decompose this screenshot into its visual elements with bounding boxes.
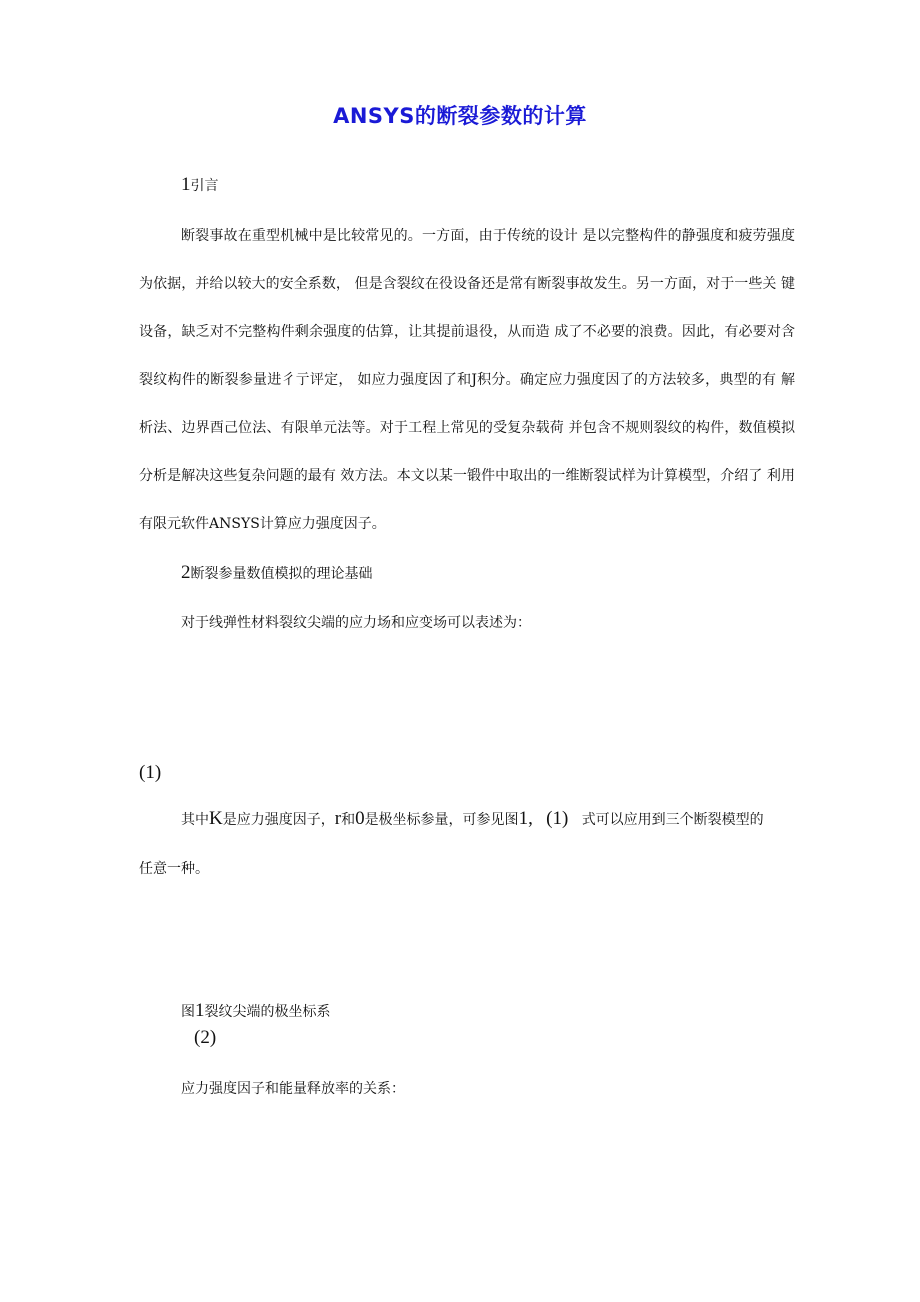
where-part5: 式可以应用到三个断裂模型的 [581,812,764,828]
equation-ref: (1) [546,808,569,829]
symbol-k: K [209,808,223,829]
document-title: ANSYS的断裂参数的计算 [333,104,587,128]
energy-release-text: 应力强度因子和能量释放率的关系： [181,1081,405,1097]
figure-1-text: 裂纹尖端的极坐标系 [204,1004,331,1020]
equation-2-label: (2) [194,1027,217,1048]
intro-paragraph: 断裂事故在重型机械中是比较常见的。一方面，由于传统的设计 是以完整构件的静强度和疲劳强度为依据，并给以较大的安全系数， 但是含裂纹在役设备还是常有断裂事故发生。另一方面，对于一些关 键设备，缺乏对不完整构件剩余强度的估算，让其提前退役，从而造 成了不必要的浪费。因此，有必要对含裂纹构件的断裂参量进彳亍评定， 如应力强度因了和J积分。确定应力强度因了的方法较多，典型的有 解析法、边界酉己位法、有限单元法等。对于工程上常见的受复杂载荷 并包含不规则裂纹的构件，数值模拟分析是解决这些复杂问题的最有 效方法。本文以某一锻件中取出的一维断裂试样为计算模型，介绍了 利用有限元软件ANSYS计算应力强度因子。 [139,228,795,532]
section-1-label: 引言 [190,178,219,194]
where-text-continued: 任意一种。 [139,861,209,877]
symbol-r: r [334,808,342,829]
equation-1-label: (1) [139,762,162,783]
figure-1-number: 1 [195,1000,205,1021]
section-1-heading [181,174,219,196]
symbol-theta: 0 [355,808,365,829]
where-text [181,808,764,830]
section-2-label: 断裂参量数值模拟的理论基础 [190,566,373,582]
linear-elastic-text: 对于线弹性材料裂纹尖端的应力场和应变场可以表述为： [181,615,531,631]
figure-1-caption [181,1000,331,1022]
where-part1: 其中 [181,812,209,828]
where-part2: 是应力强度因子， [222,812,335,828]
where-part3: 和 [341,812,356,828]
where-part4: 是极坐标参量，可参见图 [364,812,519,828]
section-1-number: 1 [181,174,191,195]
section-2-heading [181,562,373,584]
figure-ref: 1, [518,808,533,829]
section-2-number: 2 [181,562,191,583]
figure-1-prefix: 图 [181,1004,195,1020]
